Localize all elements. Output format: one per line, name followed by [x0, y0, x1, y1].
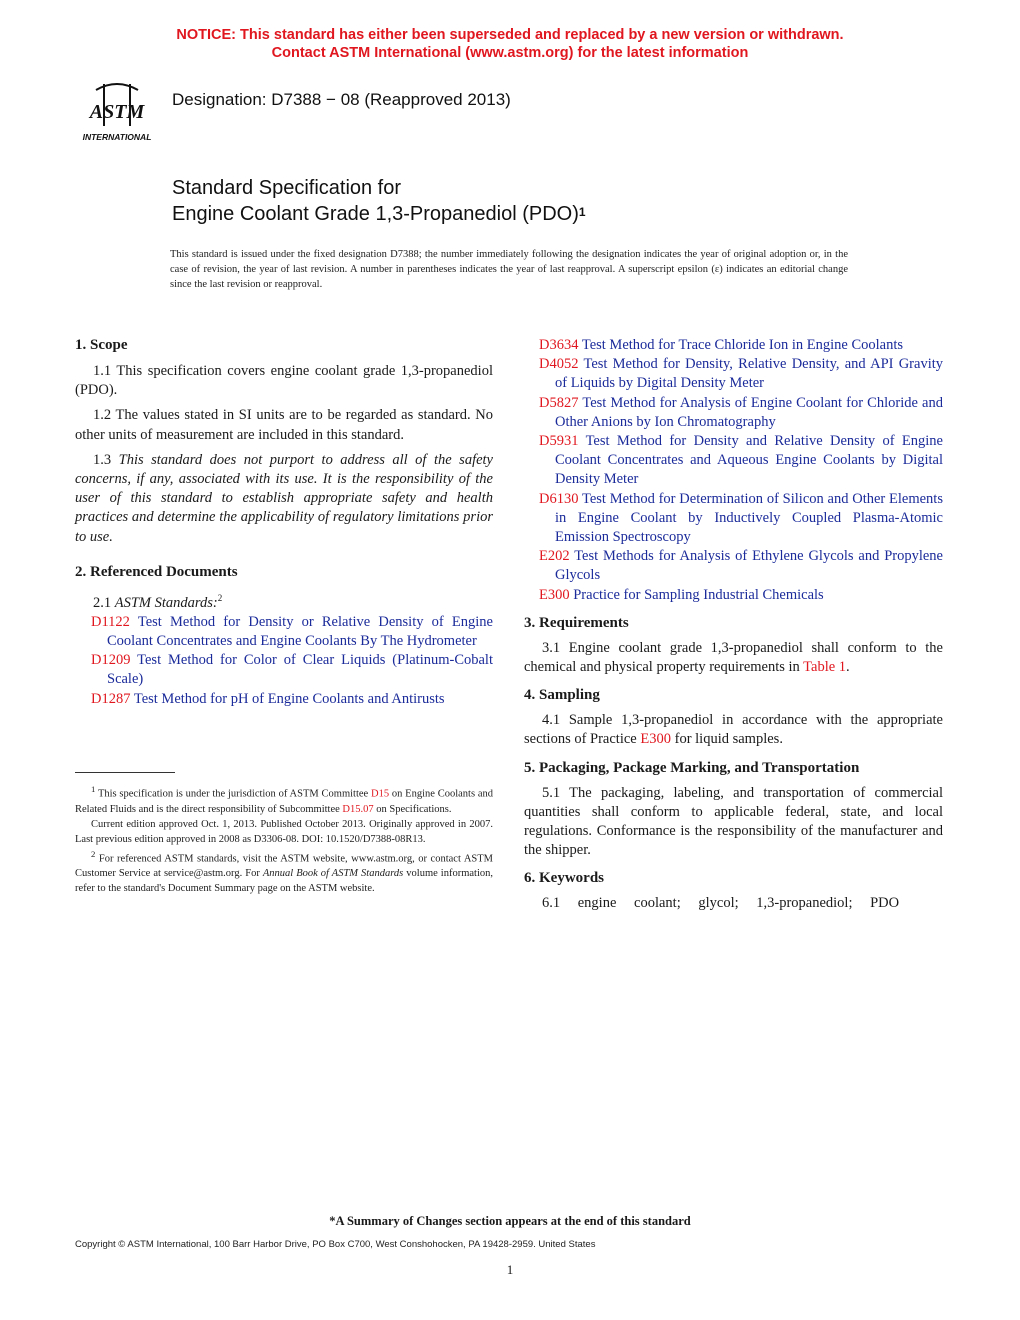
referenced-heading: 2. Referenced Documents [75, 563, 238, 580]
astm-standards-label: 2.1 ASTM Standards:$^2$ [93, 592, 223, 611]
link-table-1[interactable]: Table 1 [803, 659, 847, 676]
designation: Designation: D7388 − 08 (Reapproved 2013) [172, 90, 511, 109]
ref-d5827[interactable]: D5827 Test Method for Analysis of Engine Coolant for Chloride and Other Anions by Ion Chromatography [539, 394, 943, 430]
left-column [75, 336, 493, 709]
logo-text: ASTM [89, 101, 145, 123]
summary-note: *A Summary of Changes section appears at the end of this standard [329, 1214, 691, 1228]
copyright: Copyright © ASTM International, 100 Barr Harbor Drive, PO Box C700, West Conshohocken, PA 19428-2959. United States [75, 1239, 596, 1250]
sampling-heading: 4. Sampling [524, 687, 600, 704]
ref-d4052[interactable]: D4052 Test Method for Density, Relative Density, and API Gravity of Liquids by Digital Density Meter [539, 356, 943, 392]
ref-e300[interactable]: E300 Practice for Sampling Industrial Chemicals [539, 586, 824, 603]
footnote-1-edition: Current edition approved Oct. 1, 2013. Published October 2013. Originally approved in 2007. Last previous edition approved in 2008 as D3306-08. DOI: 10.1520/D7388-08R13. [75, 818, 493, 845]
link-d15[interactable]: D15 [370, 788, 390, 800]
title-line-1: Standard Specification for [172, 177, 402, 199]
keywords-heading: 6. Keywords [524, 870, 604, 887]
link-e300[interactable]: E300 [640, 731, 671, 748]
requirements-3-1: 3.1 Engine coolant grade 1,3-propanediol shall conform to the chemical and physical property requirements in Table 1. [524, 639, 943, 676]
intro-paragraph: This standard is issued under the fixed designation D7388; the number immediately following the designation indicates the year of original adoption or, in the case of revision, the year of last revision. A number in parentheses indicates the year of last reapproval. A superscript epsilon (ε) indicates an editorial change since the last revision or reapproval. [170, 249, 848, 290]
scope-1-3: 1.3 This standard does not purport to address all of the safety concerns, if any, associated with its use. It is the responsibility of the user of this standard to establish appropriate safety and health practices and determine the applicability of regulatory limitations prior to use. [75, 451, 493, 545]
footnote-2: $^2$ For referenced ASTM standards, visit the ASTM website, www.astm.org, or contact ASTM Customer Service at service@astm.org. For Annual Book of ASTM Standards volume information, refer to the standard's Document Summary page on the ASTM website. [75, 848, 493, 894]
astm-logo [74, 76, 160, 146]
right-column [524, 336, 943, 914]
ref-e202[interactable]: E202 Test Methods for Analysis of Ethylene Glycols and Propylene Glycols [539, 548, 943, 584]
footnote-rule [75, 772, 175, 773]
ref-d5931[interactable]: D5931 Test Method for Density and Relative Density of Engine Coolant Concentrates and Aqueous Engine Coolants by Digital Density Meter [539, 433, 943, 488]
scope-1-2: 1.2 The values stated in SI units are to be regarded as standard. No other units of measurement are included in this standard. [75, 407, 493, 443]
ref-d1209[interactable]: D1209 Test Method for Color of Clear Liquids (Platinum-Cobalt Scale) [91, 652, 493, 688]
notice-banner [0, 26, 1020, 62]
logo-subtext: INTERNATIONAL [82, 132, 152, 142]
link-d15-07[interactable]: D15.07 [342, 803, 374, 815]
page-number: 1 [506, 1262, 514, 1277]
ref-d1122[interactable]: D1122 Test Method for Density or Relative Density of Engine Coolant Concentrates and Engine Coolants By The Hydrometer [91, 613, 493, 650]
notice-line-2: Contact ASTM International (www.astm.org) for the latest information [271, 45, 749, 61]
notice-line-1: NOTICE: This standard has either been superseded and replaced by a new version or withdrawn. [176, 27, 844, 43]
document-title [172, 175, 586, 227]
footnotes [75, 782, 493, 896]
keywords-6-1: 6.1 engine coolant; glycol; 1,3-propanediol; PDO [542, 895, 900, 912]
packaging-heading: 5. Packaging, Package Marking, and Transportation [524, 759, 860, 776]
ref-d6130[interactable]: D6130 Test Method for Determination of Silicon and Other Elements in Engine Coolant by Inductively Coupled Plasma-Atomic Emission Spectroscopy [539, 490, 943, 546]
ref-d1287[interactable]: D1287 Test Method for pH of Engine Coolants and Antirusts [91, 690, 445, 707]
footnote-1: $^1$ This specification is under the jurisdiction of ASTM Committee D15 on Engine Coolants and Related Fluids and is the direct responsibility of Subcommittee D15.07 on Specifications. [75, 784, 493, 815]
scope-heading: 1. Scope [75, 337, 128, 353]
scope-1-1: 1.1 This specification covers engine coolant grade 1,3-propanediol (PDO). [75, 363, 493, 399]
sampling-4-1: 4.1 Sample 1,3-propanediol in accordance with the appropriate sections of Practice E300 for liquid samples. [524, 712, 943, 748]
requirements-heading: 3. Requirements [524, 614, 629, 631]
title-line-2: Engine Coolant Grade 1,3-Propanediol (PDO)$^1$ [172, 203, 586, 225]
ref-d3634[interactable]: D3634 Test Method for Trace Chloride Ion in Engine Coolants [539, 337, 904, 353]
title-footnote-mark: 1 [578, 205, 586, 219]
packaging-5-1: 5.1 The packaging, labeling, and transportation of commercial quantities shall conform to applicable federal, state, and local regulations. Conformance is the responsibility of the manufacturer and the shipper. [524, 784, 943, 859]
